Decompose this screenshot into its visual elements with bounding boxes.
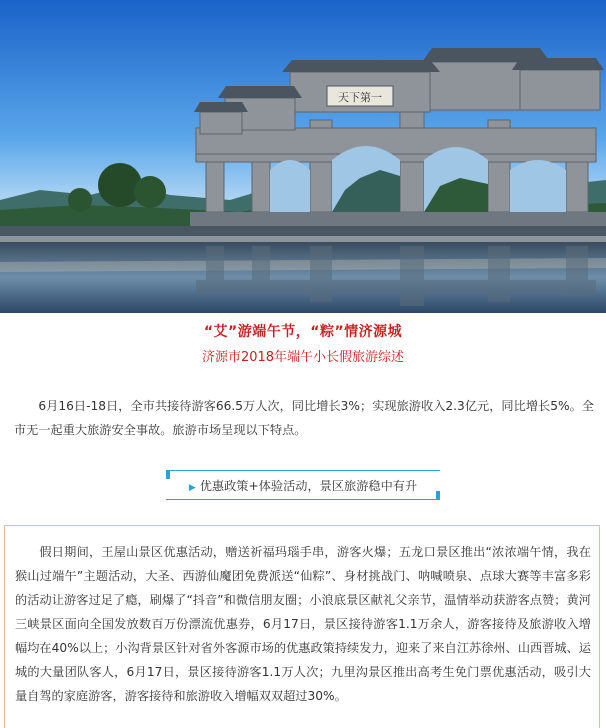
- section-heading-banner: [166, 470, 440, 500]
- hero-photo: [0, 0, 606, 313]
- archway-plaque-text: 天下第一: [338, 91, 382, 104]
- section-heading: [166, 477, 440, 494]
- article-title: “艾”游端午节，“粽”情济源城: [203, 324, 403, 340]
- intro-paragraph: 6月16日-18日，全市共接待游客66.5万人次，同比增长3%；实现旅游收入2.3亿元，同比增长5%。全市无一起重大旅游安全事故。旅游市场呈现以下特点。: [14, 399, 594, 437]
- section-body-paragraph: 假日期间，王屋山景区优惠活动，赠送祈福玛瑙手串，游客火爆；五龙口景区推出“浓浓端午情，我在猴山过端午”主题活动，大圣、西游仙魔团免费派送“仙粽”、身材挑战门、呐喊喷泉、点球大赛等丰富多彩的活动让游客过足了瘾，刷爆了“抖音”和微信朋友圈；小浪底景区献礼父亲节，温情举动获游客点赞；黄河三峡景区面向全国发放数百万份漂流优惠券，6月17日，景区接待游客1.1万余人，游客接待及旅游收入增幅均在40%以上；小沟背景区针对省外客源市场的优惠政策持续发力，迎来了来自江苏徐州、山西晋城、运城的大量团队客人，6月17日，景区接待游客1.1万人次；九里沟景区推出高考生免门票优惠活动，吸引大量自驾的家庭游客，游客接待和旅游收入增幅双双超过30%。: [15, 545, 591, 703]
- triangle-right-icon: ▶: [188, 483, 196, 493]
- section-body-box: [4, 525, 600, 728]
- stone-archway-illustration: [0, 0, 606, 313]
- banner-bottom-line: [166, 499, 440, 500]
- section-heading-text: 优惠政策+体验活动，景区旅游稳中有升: [199, 479, 418, 493]
- article-subtitle: 济源市2018年端午小长假旅游综述: [201, 350, 405, 365]
- banner-top-line: [166, 470, 440, 471]
